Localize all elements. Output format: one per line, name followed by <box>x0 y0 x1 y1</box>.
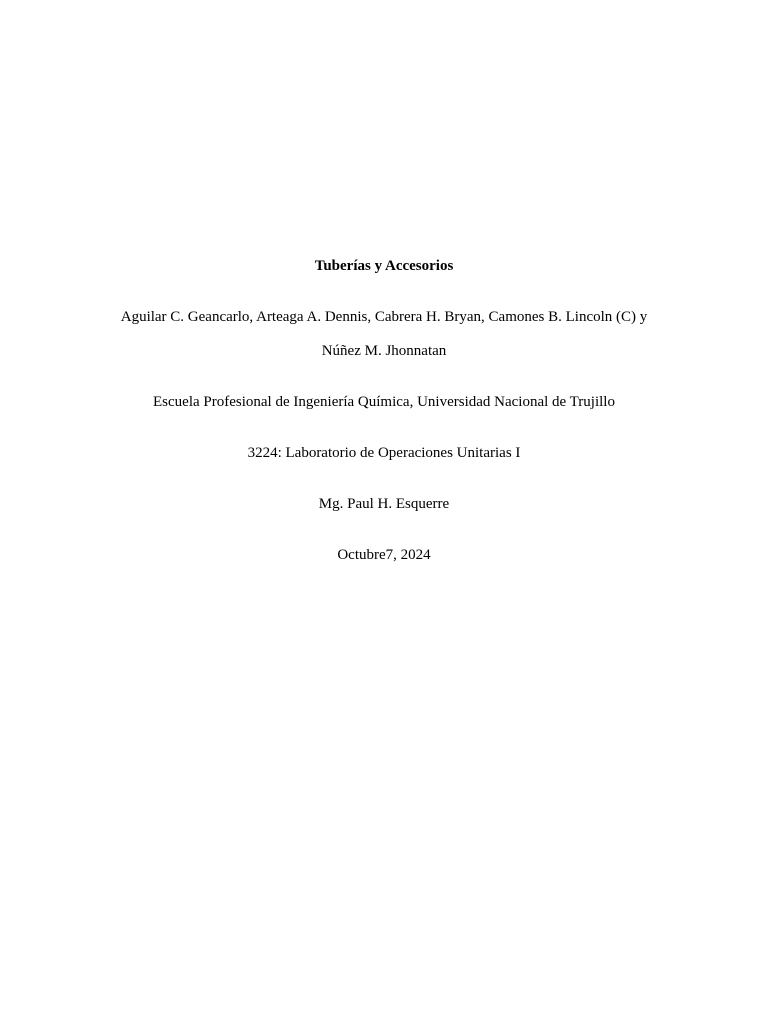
date: Octubre7, 2024 <box>337 547 431 563</box>
document-title: Tuberías y Accesorios <box>314 258 454 274</box>
authors-line-2: Núñez M. Jhonnatan <box>321 343 447 359</box>
authors-line-1: Aguilar C. Geancarlo, Arteaga A. Dennis, Cabrera H. Bryan, Camones B. Lincoln (C) y <box>120 309 648 325</box>
course: 3224: Laboratorio de Operaciones Unitarias I <box>247 445 521 461</box>
affiliation: Escuela Profesional de Ingeniería Química, Universidad Nacional de Trujillo <box>153 394 615 410</box>
instructor: Mg. Paul H. Esquerre <box>318 496 450 512</box>
